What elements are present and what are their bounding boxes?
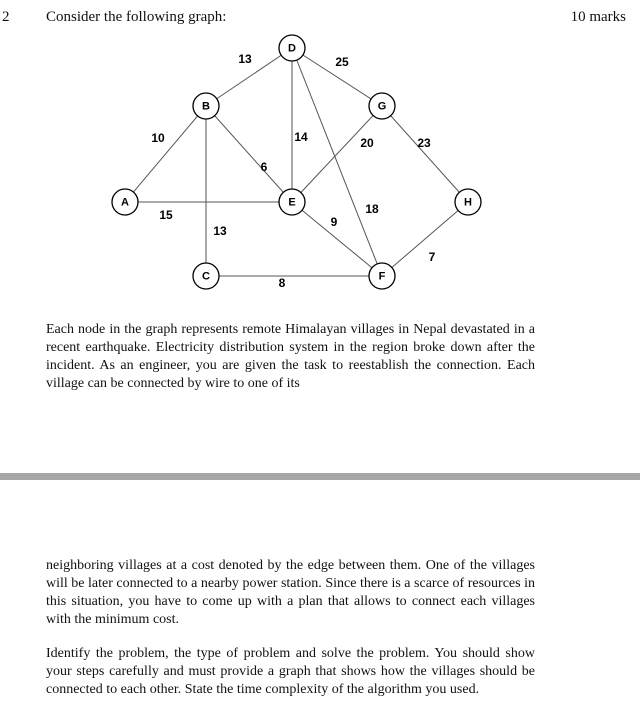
edge-weight-e-f: 9 bbox=[330, 215, 338, 229]
edge-weight-d-f: 18 bbox=[365, 202, 379, 216]
problem-paragraph-1: Each node in the graph represents remote Himalayan villages in Nepal devastated in a recent earthquake. Electricity distribution system in the region broke down after the incident. As an engineer, you are given the task to reestablish the connection. Each village can be connected by wire to one of its bbox=[46, 322, 535, 391]
node-label: B bbox=[202, 100, 210, 113]
node-label: C bbox=[202, 270, 210, 283]
edge-weight-g-h: 23 bbox=[417, 136, 431, 150]
edge-d-f bbox=[292, 48, 382, 276]
edge-weight-b-c: 13 bbox=[213, 224, 227, 238]
problem-paragraph-2: neighboring villages at a cost denoted by the edge between them. One of the villages will be later connected to a nearby power station. Since there is a scarce of resources in this situation, you have to come up with a plan that allows to connect each villages with the minimum cost. bbox=[46, 558, 535, 627]
village-graph bbox=[0, 0, 640, 320]
question-title: Consider the following graph: bbox=[46, 9, 227, 25]
edge-a-b bbox=[125, 106, 206, 202]
edge-h-f bbox=[382, 202, 468, 276]
edge-weight-h-f: 7 bbox=[428, 250, 436, 264]
node-b bbox=[193, 93, 219, 119]
edge-g-h bbox=[382, 106, 468, 202]
graph-nodes bbox=[112, 35, 481, 289]
edge-weight-c-f: 8 bbox=[278, 276, 286, 290]
node-g bbox=[369, 93, 395, 119]
graph-edge-weights bbox=[151, 52, 435, 290]
node-a bbox=[112, 189, 138, 215]
edge-g-e bbox=[292, 106, 382, 202]
page-break-divider bbox=[0, 473, 640, 480]
node-c bbox=[193, 263, 219, 289]
node-label: H bbox=[464, 196, 472, 209]
edge-weight-d-g: 25 bbox=[335, 55, 349, 69]
node-label: F bbox=[378, 270, 386, 283]
node-label: G bbox=[377, 100, 387, 113]
edge-weight-b-d: 13 bbox=[238, 52, 252, 66]
edge-weight-a-e: 15 bbox=[159, 208, 173, 222]
marks-label: 10 marks bbox=[570, 9, 626, 25]
edge-weight-a-b: 10 bbox=[151, 131, 165, 145]
graph-edges bbox=[125, 48, 468, 276]
node-h bbox=[455, 189, 481, 215]
node-f bbox=[369, 263, 395, 289]
node-label: D bbox=[288, 42, 296, 55]
node-label: E bbox=[288, 196, 296, 209]
question-number: 2 bbox=[2, 9, 10, 25]
edge-weight-d-e: 14 bbox=[294, 130, 308, 144]
edge-b-e bbox=[206, 106, 292, 202]
edge-weight-g-e: 20 bbox=[360, 136, 374, 150]
task-paragraph: Identify the problem, the type of problem and solve the problem. You should show your steps carefully and must provide a graph that shows how the villages should be connected to each other. State the time complexity of the algorithm you used. bbox=[46, 646, 535, 697]
node-d bbox=[279, 35, 305, 61]
node-e bbox=[279, 189, 305, 215]
edge-weight-b-e: 6 bbox=[260, 160, 268, 174]
node-label: A bbox=[121, 196, 129, 209]
